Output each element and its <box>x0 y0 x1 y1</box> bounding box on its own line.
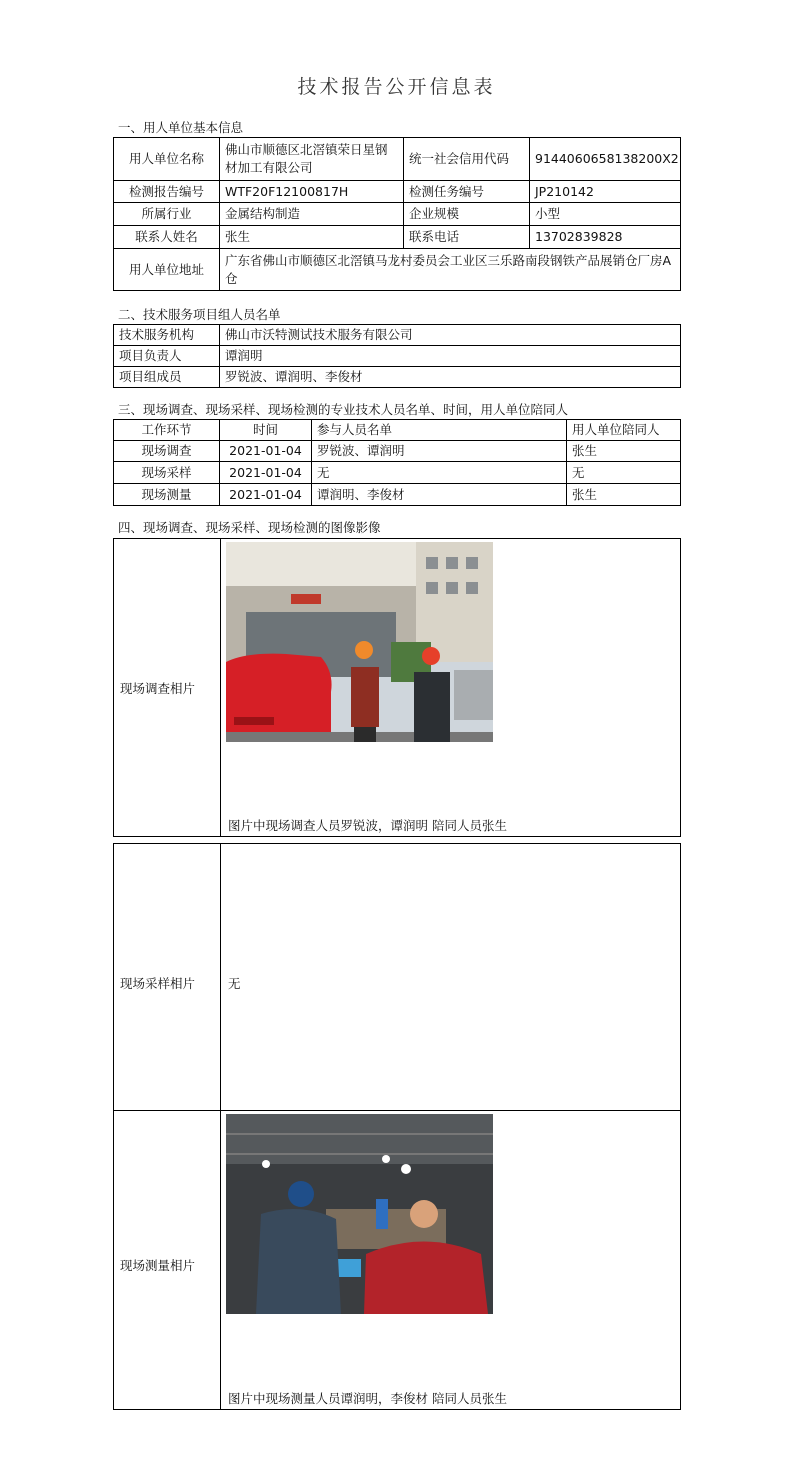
measure-photo-label: 现场测量相片 <box>120 1258 196 1273</box>
table-row <box>114 441 681 462</box>
unit-name-label: 用人单位名称 <box>114 138 220 181</box>
survey-photo-box <box>113 538 681 837</box>
field-time-cell: 2021-01-04 <box>220 462 312 484</box>
page-title: 技术报告公开信息表 <box>297 76 496 98</box>
field-stage-cell: 现场调查 <box>114 441 220 462</box>
unit-name-value: 佛山市顺德区北滘镇荣日星钢材加工有限公司 <box>220 138 404 181</box>
scale-value: 小型 <box>530 203 681 226</box>
field-header-stage: 工作环节 <box>114 420 220 441</box>
report-no-label: 检测报告编号 <box>114 181 220 203</box>
members-value: 罗锐波、谭润明、李俊材 <box>220 367 681 388</box>
field-escort-cell: 张生 <box>567 441 681 462</box>
field-stage-cell: 现场采样 <box>114 462 220 484</box>
credit-code-value: 9144060658138200X2 <box>530 138 681 181</box>
field-staff-cell: 罗锐波、谭润明 <box>312 441 567 462</box>
field-escort-cell: 无 <box>567 462 681 484</box>
field-header-staff: 参与人员名单 <box>312 420 567 441</box>
address-label: 用人单位地址 <box>114 249 220 291</box>
sampling-measure-box <box>113 843 681 1410</box>
survey-photo <box>226 542 493 742</box>
sampling-photo-value: 无 <box>228 976 241 991</box>
table-row <box>114 462 681 484</box>
field-escort-cell: 张生 <box>567 484 681 506</box>
address-value: 广东省佛山市顺德区北滘镇马龙村委员会工业区三乐路南段钢铁产品展销仓厂房A仓 <box>220 249 681 291</box>
table-row <box>114 484 681 506</box>
field-stage-cell: 现场测量 <box>114 484 220 506</box>
field-header-escort: 用人单位陪同人 <box>567 420 681 441</box>
task-no-value: JP210142 <box>530 181 681 203</box>
leader-label: 项目负责人 <box>114 346 220 367</box>
scale-label: 企业规模 <box>404 203 530 226</box>
section-field-heading: 三、现场调查、现场采样、现场检测的专业技术人员名单、时间，用人单位陪同人 <box>118 402 569 417</box>
divider <box>220 539 221 836</box>
report-no-value: WTF20F12100817H <box>220 181 404 203</box>
section-team-heading: 二、技术服务项目组人员名单 <box>118 307 281 322</box>
industry-label: 所属行业 <box>114 203 220 226</box>
section-images-heading: 四、现场调查、现场采样、现场检测的图像影像 <box>118 520 381 535</box>
field-time-cell: 2021-01-04 <box>220 484 312 506</box>
sampling-photo-label: 现场采样相片 <box>120 976 196 991</box>
field-header-time: 时间 <box>220 420 312 441</box>
team-table <box>113 324 681 388</box>
task-no-label: 检测任务编号 <box>404 181 530 203</box>
industry-value: 金属结构制造 <box>220 203 404 226</box>
field-time-cell: 2021-01-04 <box>220 441 312 462</box>
field-table <box>113 419 681 506</box>
leader-value: 谭润明 <box>220 346 681 367</box>
members-label: 项目组成员 <box>114 367 220 388</box>
field-staff-cell: 谭润明、李俊材 <box>312 484 567 506</box>
phone-value: 13702839828 <box>530 226 681 249</box>
survey-photo-label: 现场调查相片 <box>120 680 196 696</box>
field-staff-cell: 无 <box>312 462 567 484</box>
row-divider <box>114 1110 680 1111</box>
org-label: 技术服务机构 <box>114 325 220 346</box>
measure-photo <box>226 1114 493 1314</box>
section-basic-info-heading: 一、用人单位基本信息 <box>118 120 244 135</box>
contact-value: 张生 <box>220 226 404 249</box>
measure-photo-caption: 图片中现场测量人员谭润明，李俊材 陪同人员张生 <box>228 1391 507 1406</box>
basic-info-table <box>113 137 681 291</box>
divider <box>220 844 221 1409</box>
org-value: 佛山市沃特测试技术服务有限公司 <box>220 325 681 346</box>
contact-label: 联系人姓名 <box>114 226 220 249</box>
credit-code-label: 统一社会信用代码 <box>404 138 530 181</box>
phone-label: 联系电话 <box>404 226 530 249</box>
survey-photo-caption: 图片中现场调查人员罗锐波，谭润明 陪同人员张生 <box>228 818 507 833</box>
